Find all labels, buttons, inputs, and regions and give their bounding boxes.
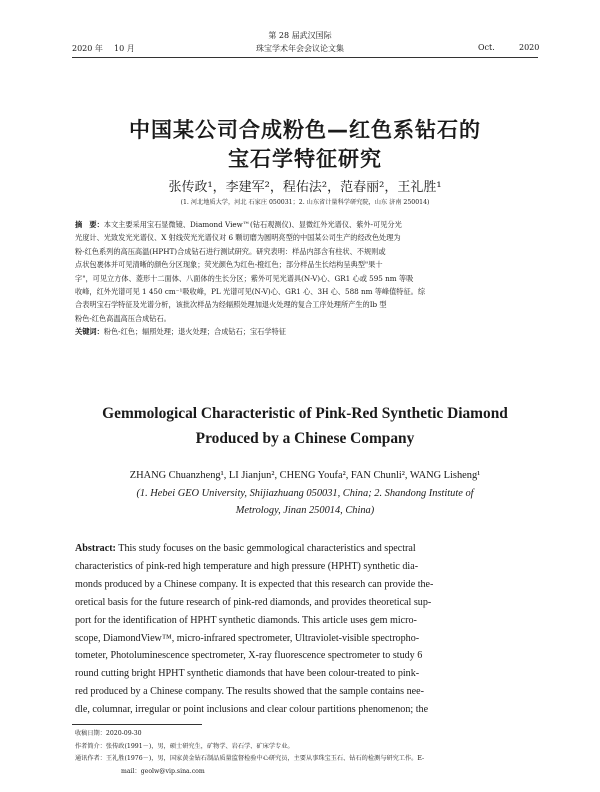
cn-title-line1: 中国某公司合成粉色—红色系钻石的 <box>129 118 481 142</box>
cn-abstract-line: 粉色-红色高温高压合成钻石。 <box>75 313 171 323</box>
cn-affiliations: (1. 河北地质大学，河北 石家庄 050031；2. 山东省计量科学研究院，山东 济南 250014) <box>180 199 430 206</box>
en-abstract-line: tometer, Photoluminescence spectrometer, X-ray fluorescence spectrometer to study 6 <box>75 650 423 662</box>
en-abstract-line: scope, DiamondView™, micro-infrared spectrometer, Ultraviolet-visible spectropho- <box>75 632 420 644</box>
cn-abstract-text: 本文主要采用宝石显微镜、Diamond View™(钻石观测仪)、显微红外光谱仪、紫外-可见分光 <box>103 220 402 229</box>
header-right-month: Oct. <box>478 43 495 52</box>
cn-abstract-line: 光度计、光致发光光谱仪、X 射线荧光光谱仪对 6 颗切磨为圆明亮型的中国某公司生产的经改色处理为 <box>75 233 401 243</box>
footnote-received: 收稿日期：2020-09-30 <box>75 730 142 737</box>
en-abstract-line: oretical basis for the future research of pink-red diamonds, and provides theoretical sup- <box>75 596 432 608</box>
en-abstract-line <box>75 540 538 558</box>
cn-keywords-label: 关键词： <box>75 327 104 337</box>
footnote-author1: 作者简介：张传政(1991－)，男，硕士研究生，矿物学、岩石学、矿床学专业。 <box>75 742 294 750</box>
header-conference-line1: 第 28 届武汉国际 <box>268 31 332 40</box>
footnote-author2-line2: mail：geolw@vip.sina.com <box>121 767 205 775</box>
footnotes <box>75 728 538 778</box>
cn-keywords <box>75 325 537 338</box>
header-conference-line2: 珠宝学术年会会议论文集 <box>256 44 344 53</box>
cn-abstract-label: 摘 要： <box>75 220 104 229</box>
header-right-year: 2020 <box>519 43 540 52</box>
en-abstract-line: red produced by a Chinese company. The results showed that the sample contains nee- <box>75 686 424 698</box>
en-authors: ZHANG Chuanzheng¹, LI Jianjun², CHENG Youfa², FAN Chunli², WANG Lisheng¹ <box>129 470 481 481</box>
header-left-month: 10 月 <box>114 44 135 53</box>
cn-abstract <box>75 218 537 339</box>
en-abstract-label: Abstract: <box>75 543 116 554</box>
en-abstract <box>75 540 538 719</box>
en-title-line2: Produced by a Chinese Company <box>195 430 415 447</box>
cn-abstract-line <box>75 218 537 231</box>
en-affiliation-line2: Metrology, Jinan 250014, China) <box>235 505 375 516</box>
header-left-year: 2020 年 <box>72 44 103 53</box>
en-abstract-line: port for the identification of HPHT synthetic diamonds. This article uses gem micro- <box>75 614 417 626</box>
cn-authors: 张传政¹，李建军²，程佑法²，范春丽²，王礼胜¹ <box>168 180 442 195</box>
footnote-rule <box>72 724 202 725</box>
header-rule <box>72 57 538 58</box>
en-abstract-line: dle, columnar, irregular or point inclusions and clear colour partitions phenomenon; the <box>75 704 429 716</box>
en-title-line1: Gemmological Characteristic of Pink-Red Synthetic Diamond <box>102 405 508 422</box>
cn-keywords-text: 粉色-红色；辐照处理；退火处理；合成钻石；宝石学特征 <box>103 327 286 337</box>
footnote-author2-line1: 通讯作者：王礼胜(1976－)，男，国家黄金钻石制品质量监督检验中心研究员，主要从事珠宝玉石、钻石的检测与研究工作。E- <box>75 755 425 763</box>
cn-abstract-line: 收峰，红外光谱可见 1 450 cm⁻¹吸收峰，PL 光谱可见(N-V)心、GR1 心、3H 心、588 nm 等峰值特征。综 <box>75 287 426 297</box>
en-abstract-text: This study focuses on the basic gemmological characteristics and spectral <box>118 543 416 554</box>
en-abstract-line: monds produced by a Chinese company. It is expected that this research can provide the- <box>75 578 434 590</box>
en-abstract-line: characteristics of pink-red high temperature and high pressure (HPHT) synthetic dia- <box>75 560 419 572</box>
en-affiliation-line1: (1. Hebei GEO University, Shijiazhuang 050031, China; 2. Shandong Institute of <box>136 488 474 499</box>
cn-abstract-line: 合表明宝石学特征及光谱分析，该批次样品为经辐照处理加退火处理的复合工序处理所产生的Ⅰb 型 <box>75 300 387 310</box>
en-abstract-line: round cutting bright HPHT synthetic diamonds that have been colour-treated to pink- <box>75 668 420 680</box>
cn-abstract-line: 字"，可见立方体、菱形十二面体、八面体的生长分区；紫外可见光谱具(N-V)心、GR1 心或 595 nm 等吸 <box>75 273 414 283</box>
cn-abstract-line: 粉-红色系列的高压高温(HPHT)合成钻石进行测试研究。研究表明：样品内部含有柱状、不规则或 <box>75 246 386 256</box>
cn-abstract-line: 点状包裹体并可见清晰的颜色分区现象；荧光颜色为红色-橙红色；部分样品生长结构呈典型"果十 <box>75 260 383 270</box>
cn-title-line2: 宝石学特征研究 <box>228 147 382 171</box>
